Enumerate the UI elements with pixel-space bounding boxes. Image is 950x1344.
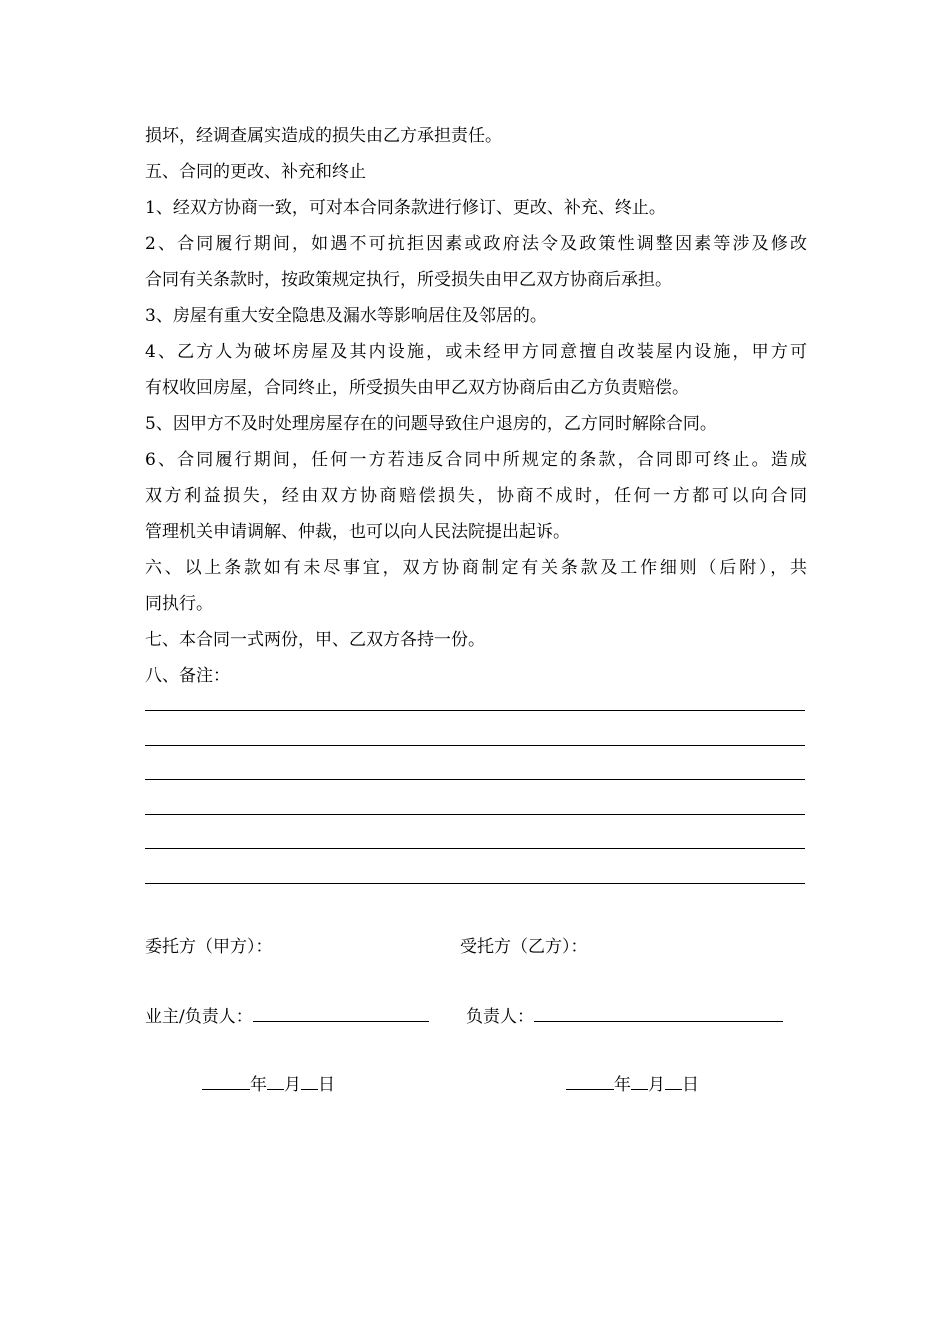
section-7: 七、本合同一式两份，甲、乙双方各持一份。 — [145, 630, 485, 650]
day-label: 日 — [682, 1075, 699, 1095]
clause-5-3: 3、房屋有重大安全隐患及漏水等影响居住及邻居的。 — [145, 306, 547, 326]
client-party-label: 委托方（甲方）： — [145, 937, 273, 957]
clause-5-4-line-1: 4、乙方人为破坏房屋及其内设施，或未经甲方同意擅自改装屋内设施，甲方可 — [145, 342, 807, 362]
section-8-remarks-label: 八、备注： — [145, 666, 230, 686]
year-field[interactable] — [566, 1072, 614, 1090]
trustee-date-row — [566, 1070, 699, 1095]
client-date-row — [202, 1070, 335, 1095]
year-field[interactable] — [202, 1072, 250, 1090]
month-field[interactable] — [267, 1072, 284, 1090]
trustee-party-label: 受托方（乙方）： — [460, 937, 588, 957]
remarks-line[interactable] — [145, 848, 805, 883]
clause-5-2-line-1: 2、合同履行期间，如遇不可抗拒因素或政府法令及政策性调整因素等涉及修改 — [145, 234, 807, 254]
clause-5-6-line-2: 双方利益损失，经由双方协商赔偿损失，协商不成时，任何一方都可以向合同 — [145, 486, 807, 506]
day-field[interactable] — [301, 1072, 318, 1090]
person-signature-row — [466, 1002, 783, 1027]
owner-label: 业主/负责人： — [145, 1007, 253, 1027]
remarks-line[interactable] — [145, 710, 805, 745]
month-field[interactable] — [631, 1072, 648, 1090]
section-6-line-2: 同执行。 — [145, 594, 213, 614]
clause-5-6-line-3: 管理机关申请调解、仲裁，也可以向人民法院提出起诉。 — [145, 522, 570, 542]
person-signature-field[interactable] — [534, 1004, 783, 1022]
remarks-lines[interactable] — [145, 710, 805, 917]
clause-5-5: 5、因甲方不及时处理房屋存在的问题导致住户退房的，乙方同时解除合同。 — [145, 414, 717, 434]
month-label: 月 — [284, 1075, 301, 1095]
contract-body — [145, 118, 807, 694]
remarks-line[interactable] — [145, 814, 805, 849]
clause-5-1: 1、经双方协商一致，可对本合同条款进行修订、更改、补充、终止。 — [145, 198, 666, 218]
year-label: 年 — [250, 1075, 267, 1095]
section-6-line-1: 六、以上条款如有未尽事宜，双方协商制定有关条款及工作细则（后附），共 — [145, 558, 807, 578]
person-label: 负责人： — [466, 1007, 534, 1027]
clause-5-4-line-2: 有权收回房屋，合同终止，所受损失由甲乙双方协商后由乙方负责赔偿。 — [145, 378, 689, 398]
owner-signature-field[interactable] — [253, 1004, 429, 1022]
remarks-line[interactable] — [145, 883, 805, 918]
owner-signature-row — [145, 1002, 429, 1027]
day-label: 日 — [318, 1075, 335, 1095]
paragraph-line: 损坏，经调查属实造成的损失由乙方承担责任。 — [145, 126, 502, 146]
clause-5-2-line-2: 合同有关条款时，按政策规定执行，所受损失由甲乙双方协商后承担。 — [145, 270, 672, 290]
section-heading-5: 五、合同的更改、补充和终止 — [145, 162, 366, 182]
year-label: 年 — [614, 1075, 631, 1095]
month-label: 月 — [648, 1075, 665, 1095]
clause-5-6-line-1: 6、合同履行期间，任何一方若违反合同中所规定的条款，合同即可终止。造成 — [145, 450, 807, 470]
remarks-line[interactable] — [145, 745, 805, 780]
day-field[interactable] — [665, 1072, 682, 1090]
remarks-line[interactable] — [145, 779, 805, 814]
